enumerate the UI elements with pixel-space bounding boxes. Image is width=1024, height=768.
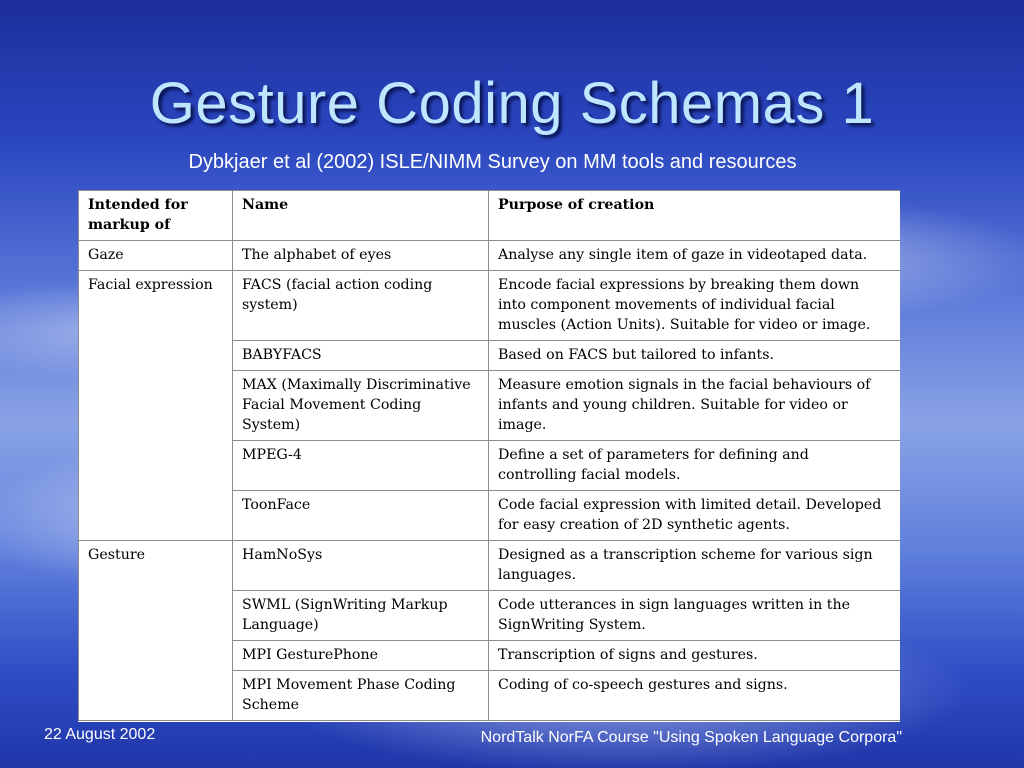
purpose-cell: Designed as a transcription scheme for various sign languages. [489,541,901,591]
name-cell: MPEG-4 [233,441,489,491]
name-cell: ToonFace [233,491,489,541]
purpose-cell: Code utterances in sign languages written in the SignWriting System. [489,591,901,641]
header-name: Name [233,191,489,241]
purpose-cell: Measure emotion signals in the facial behaviours of infants and young children. Suitable for video or image. [489,371,901,441]
table-row [79,271,901,341]
purpose-cell: Based on FACS but tailored to infants. [489,341,901,371]
header-intended-for: Intended for markup of [79,191,233,241]
purpose-cell: Define a set of parameters for defining and controlling facial models. [489,441,901,491]
name-cell: MAX (Maximally Discriminative Facial Movement Coding System) [233,371,489,441]
name-cell: SWML (SignWriting Markup Language) [233,591,489,641]
footer-course-title: NordTalk NorFA Course "Using Spoken Language Corpora" [480,729,902,746]
name-cell: MPI GesturePhone [233,641,489,671]
name-cell: FACS (facial action coding system) [233,271,489,341]
slide-title: Gesture Coding Schemas 1 [149,71,875,136]
table-header-row [79,191,901,241]
name-cell: HamNoSys [233,541,489,591]
header-purpose: Purpose of creation [489,191,901,241]
purpose-cell: Encode facial expressions by breaking them down into component movements of individual facial muscles (Action Units). Suitable for video or image. [489,271,901,341]
category-cell: Gaze [79,241,233,271]
purpose-cell: Transcription of signs and gestures. [489,641,901,671]
name-cell: The alphabet of eyes [233,241,489,271]
slide-subtitle: Dybkjaer et al (2002) ISLE/NIMM Survey on MM tools and resources [188,151,797,173]
purpose-cell: Code facial expression with limited detail. Developed for easy creation of 2D synthetic agents. [489,491,901,541]
footer-date: 22 August 2002 [44,726,156,743]
name-cell: BABYFACS [233,341,489,371]
table-row [79,241,901,271]
category-cell: Facial expression [79,271,233,541]
purpose-cell: Coding of co-speech gestures and signs. [489,671,901,721]
name-cell: MPI Movement Phase Coding Scheme [233,671,489,721]
table-row [79,541,901,591]
purpose-cell: Analyse any single item of gaze in videotaped data. [489,241,901,271]
coding-schemas-table [78,190,900,722]
category-cell: Gesture [79,541,233,721]
